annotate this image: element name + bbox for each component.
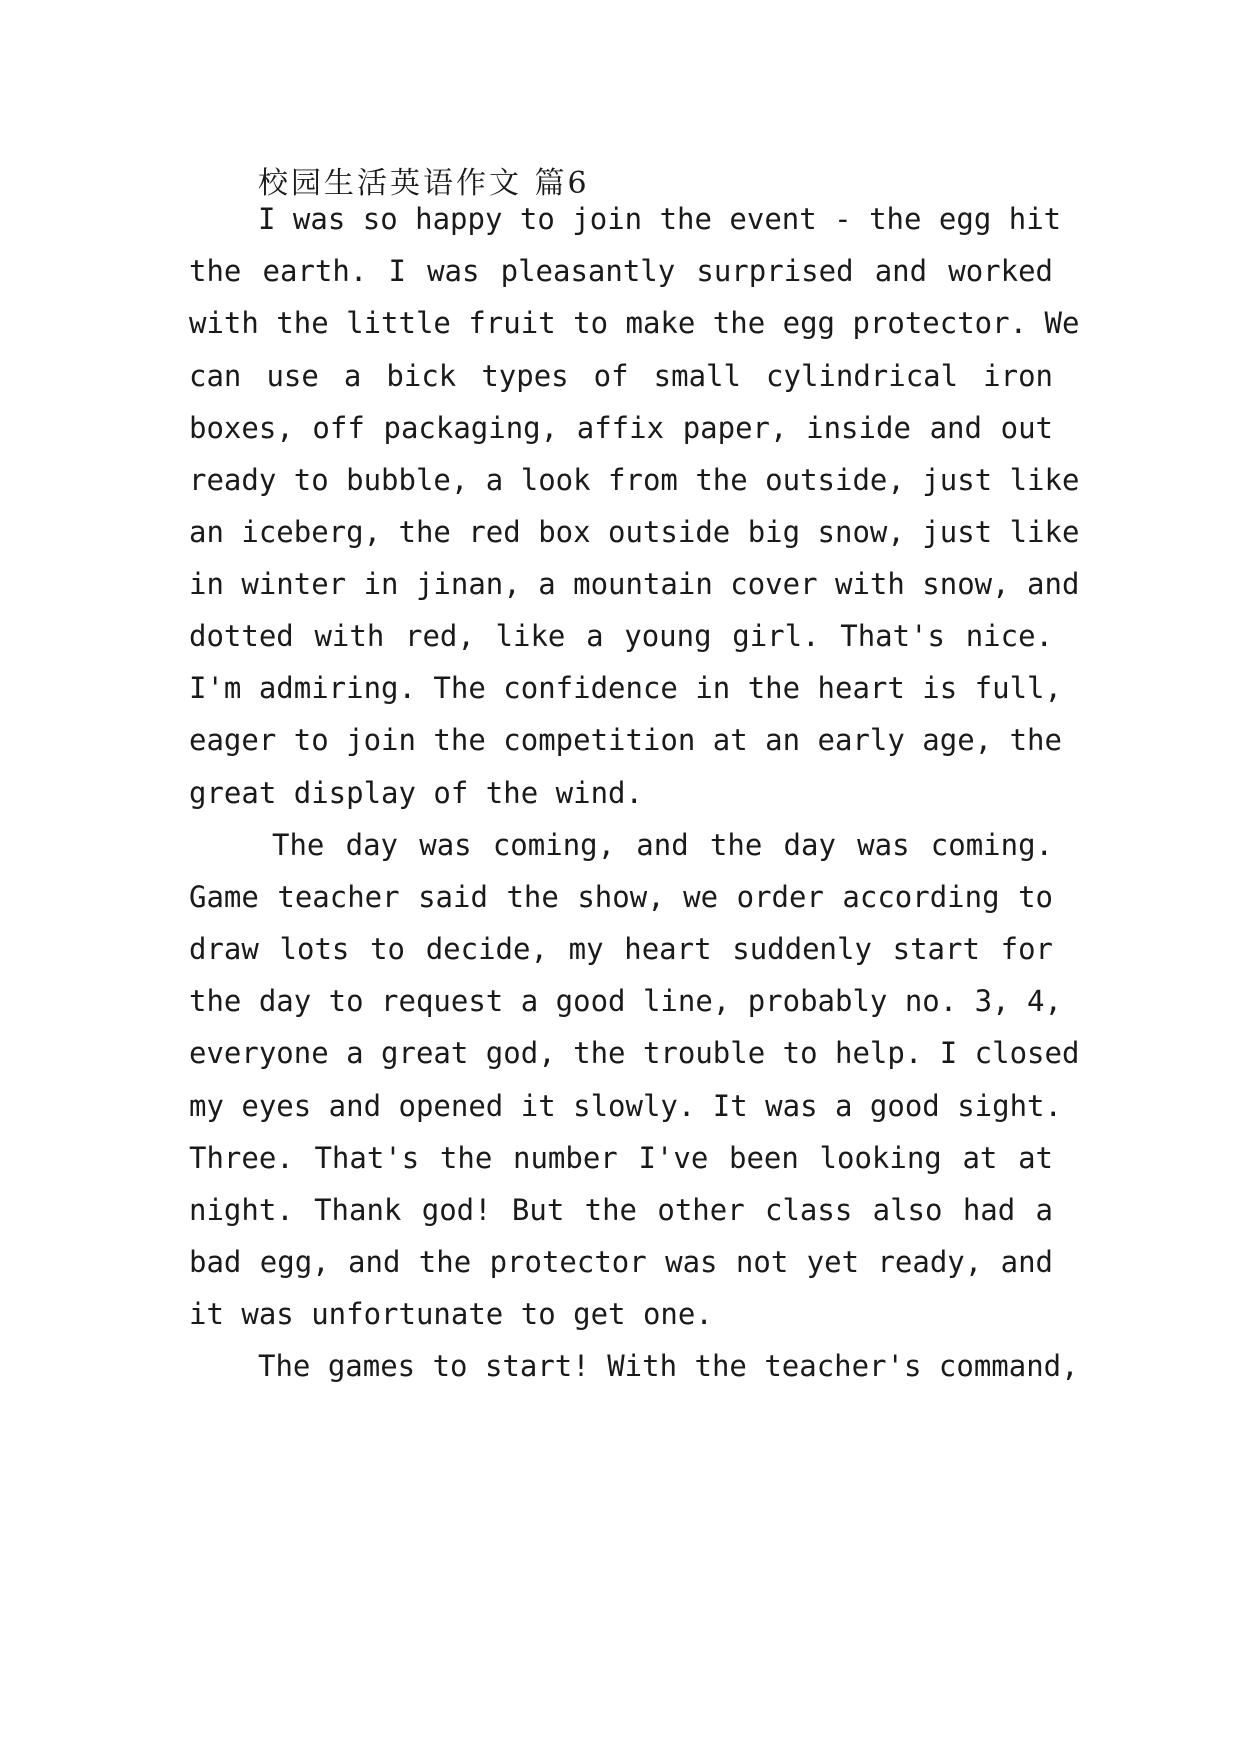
text-line: Three. That's the number I've been looking at at <box>189 1141 1053 1175</box>
text-line: boxes, off packaging, affix paper, inside and out <box>189 411 1053 445</box>
text-line: everyone a great god, the trouble to help. I closed <box>189 1036 1080 1070</box>
essay-heading: 校园生活英语作文 篇6 <box>258 166 590 201</box>
text-line: an iceberg, the red box outside big snow, just like <box>189 515 1080 549</box>
text-line: dotted with red, like a young girl. That's nice. <box>189 619 1053 653</box>
text-line: the earth. I was pleasantly surprised and worked <box>189 254 1053 288</box>
text-line: bad egg, and the protector was not yet ready, and <box>189 1245 1053 1279</box>
text-line: the day to request a good line, probably no. 3, 4, <box>189 984 1062 1018</box>
text-line: can use a bick types of small cylindrical iron <box>189 359 1053 393</box>
text-line: great display of the wind. <box>189 776 643 810</box>
text-line: The games to start! With the teacher's command, <box>258 1349 1079 1383</box>
text-line: with the little fruit to make the egg protector. We <box>189 306 1080 340</box>
text-line: my eyes and opened it slowly. It was a good sight. <box>189 1089 1062 1123</box>
text-line: eager to join the competition at an early age, the <box>189 723 1062 757</box>
text-line: I was so happy to join the event - the egg hit <box>258 202 1062 236</box>
text-line: draw lots to decide, my heart suddenly start for <box>189 932 1053 966</box>
text-line: it was unfortunate to get one. <box>189 1297 713 1331</box>
text-line: night. Thank god! But the other class also had a <box>189 1193 1053 1227</box>
text-line: I'm admiring. The confidence in the heart is full, <box>189 671 1062 705</box>
text-line: ready to bubble, a look from the outside, just like <box>189 463 1080 497</box>
text-line: The day was coming, and the day was coming. <box>272 828 1053 862</box>
text-line: Game teacher said the show, we order according to <box>189 880 1053 914</box>
text-line: in winter in jinan, a mountain cover with snow, and <box>189 567 1080 601</box>
